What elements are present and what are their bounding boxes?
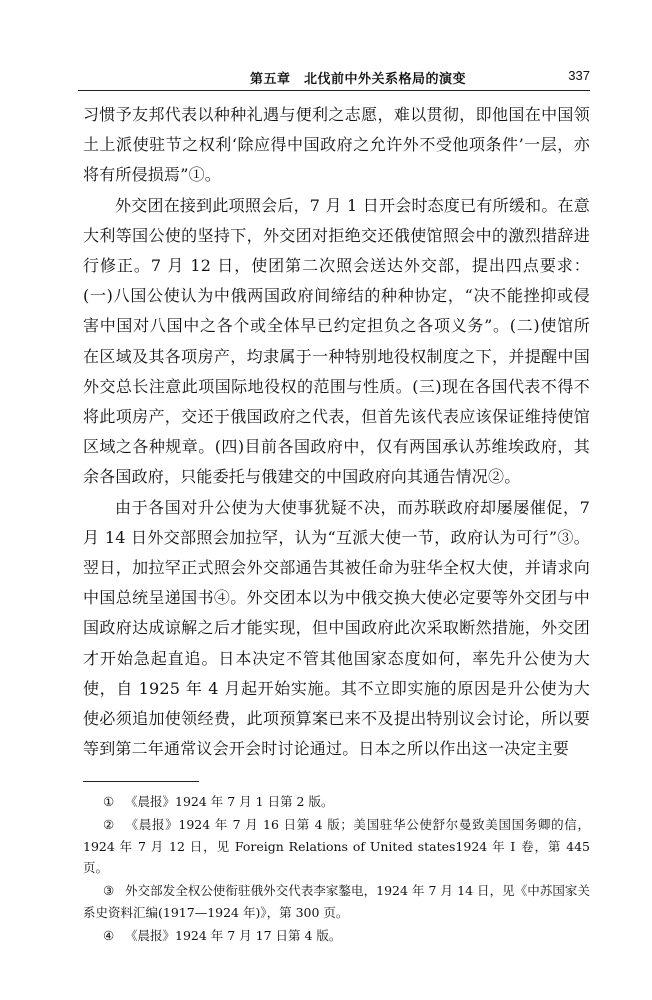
footnote <box>83 791 590 813</box>
footnote <box>83 814 590 879</box>
footnote-text: 《晨报》1924 年 7 月 16 日第 4 版；美国驻华公使舒尔曼致美国国务卿的信，1924 年 7 月 12 日，见 Foreign Relations of United states1924 年 Ⅰ 卷，第 445 页。 <box>83 817 590 875</box>
footnotes <box>83 791 590 948</box>
footnote-text: 外交部发全权公使衔驻俄外交代表李家鏊电，1924 年 7 月 14 日，见《中苏国家关系史资料汇编(1917—1924 年)》，第 300 页。 <box>83 883 590 920</box>
footnote-text: 《晨报》1924 年 7 月 1 日第 2 版。 <box>125 794 334 809</box>
footnote-text: 《晨报》1924 年 7 月 17 日第 4 版。 <box>125 927 342 943</box>
paragraph: 由于各国对升公使为大使事犹疑不决，而苏联政府却屡屡催促，7 月 14 日外交部照会加拉罕，认为“互派大使一节，政府认为可行”③。翌日，加拉罕正式照会外交部通告其被任命为驻华全权大使，并请求向中国总统呈递国书④。外交团本以为中俄交换大使必定要等外交团与中国政府达成谅解之后才能实现，但中国政府此次采取断然措施，外交团才开始急起直追。日本决定不管其他国家态度如何，率先升公使为大使，自 1925 年 4 月起开始实施。其不立即实施的原因是升公使为大使必须追加使领经费，此项预算案已来不及提出特别议会讨论，所以要等到第二年通常议会开会时讨论通过。日本之所以作出这一决定主要 <box>83 497 590 759</box>
footnote-marker: ② <box>103 817 115 832</box>
footnote-marker: ③ <box>103 883 115 898</box>
paragraph: 外交团在接到此项照会后，7 月 1 日开会时态度已有所缓和。在意大利等国公使的坚持下，外交团对拒绝交还俄使馆照会中的激烈措辞进行修正。7 月 12 日，使团第二次照会送达外交部，提出四点要求：(一)八国公使认为中俄两国政府间缔结的种种协定，“决不能挫抑或侵害中国对八国中之各个或全体早已约定担负之各项义务”。(二)使馆所在区域及其各项房产，均隶属于一种特别地役权制度之下，并提醒中国外交总长注意此项国际地役权的范围与性质。(三)现在各国代表不得不将此项房产，交还于俄国政府之代表，但首先该代表应该保证维持使馆区域之各种规章。(四)目前各国政府中，仅有两国承认苏维埃政府，其余各国政府，只能委托与俄建交的中国政府向其通告情况②。 <box>83 195 590 487</box>
paragraph-continued: 习惯予友邦代表以种种礼遇与便利之志愿，难以贯彻，即他国在中国领土上派使驻节之权利‘除应得中国政府之允许外不受他项条件’一层，亦将有所侵损焉”①。 <box>83 105 590 185</box>
footnote <box>83 880 590 923</box>
footnote <box>83 925 590 947</box>
running-header <box>78 64 590 88</box>
body-text <box>83 100 590 764</box>
chapter-title: 第五章 北伐前中外关系格局的演变 <box>250 72 467 87</box>
footnote-marker: ① <box>103 794 115 809</box>
footnote-marker: ④ <box>103 927 115 943</box>
header-rule <box>78 90 590 91</box>
page-number: 337 <box>568 68 590 83</box>
footnote-rule <box>83 781 199 782</box>
